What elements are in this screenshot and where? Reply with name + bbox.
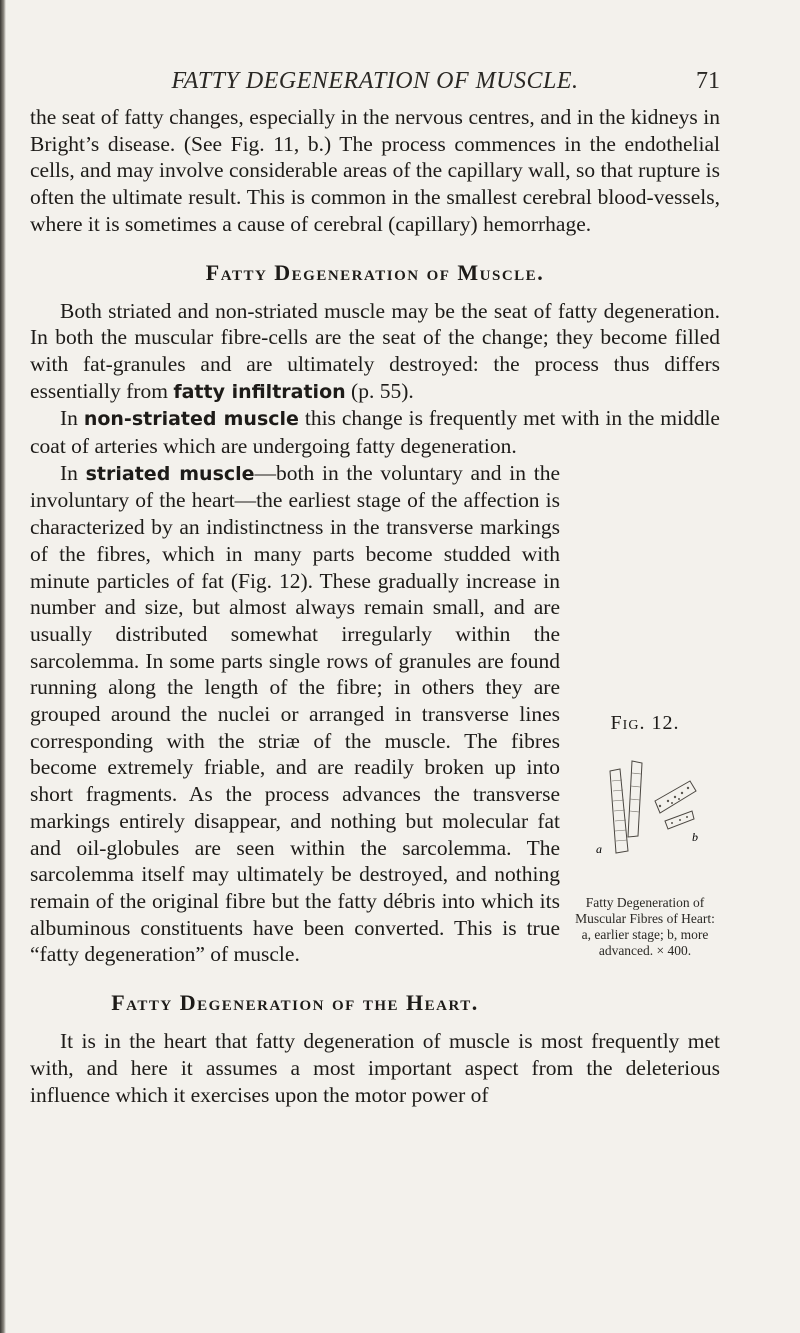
paragraph-3	[30, 405, 720, 459]
paragraph-2-text-a: Both striated and non-striated muscle may be the seat of fatty degeneration. In both the muscular fibre-cells are the seat of the change; they become filled with fat-granules and are ultimately destroyed: the process thus differs essentially from	[30, 298, 720, 403]
paragraph-3-text-a: In	[60, 406, 84, 431]
section-heading-heart: Fatty Degeneration of the Heart.	[111, 990, 479, 1016]
term-striated-muscle: striated muscle	[85, 462, 255, 485]
paragraph-2	[30, 298, 720, 406]
wrap-block	[30, 460, 720, 968]
paragraph-1: the seat of fatty changes, especially in the nervous centres, and in the kidneys in Bright’s disease. (See Fig. 11, b.) The process commences in the endothelial cells, and may involve considerable areas of the capillary wall, so that rupture is often the ultimate result. This is common in the smallest cerebral blood-vessels, where it is sometimes a cause of cerebral (capillary) hemorrhage.	[30, 105, 720, 236]
page-edge	[0, 0, 6, 1333]
paragraph-4-text-c: —both in the voluntary and in the involuntary of the heart—the earliest stage of the affection is characterized by an indistinctness in the transverse markings of the fibres, which in many parts become studded with minute particles of fat (Fig. 12). These gradually increase in number and size, but almost always remain small, and are usually distributed somewhat irregularly within the sarcolemma. In some parts single rows of granules are found running along the length of the fibre; in others they are grouped around the nuclei or arranged in transverse lines corresponding with the striæ of the muscle. The fibres become extremely friable, and are readily broken up into short fragments. As the process advances the transverse markings entirely disappear, and nothing but molecular fat and oil-globules are seen within the sarcolemma. The sarcolemma itself may ultimately be destroyed, and nothing remain of the original fibre but the fatty débris into which its albuminous constituents have been converted. This is true “fatty degeneration” of muscle.	[30, 460, 560, 967]
section-heading-muscle: Fatty Degeneration of Muscle.	[205, 259, 545, 285]
running-head	[30, 68, 720, 98]
page	[30, 68, 720, 1108]
paragraph-2-text-c: (p. 55).	[345, 378, 414, 403]
figure-label: Fig. 12.	[610, 711, 680, 734]
figure-caption: Fatty Degeneration of Muscular Fibres of Heart: a, earlier stage; b, more advanced. × 400.	[575, 894, 715, 958]
figure-12	[570, 696, 720, 1016]
muscle-fibre-illustration	[580, 741, 710, 891]
figure-label-a: a	[596, 841, 602, 856]
paragraph-4-text-a: In	[60, 460, 86, 485]
term-non-striated-muscle: non-striated muscle	[83, 408, 299, 431]
running-title: FATTY DEGENERATION OF MUSCLE.	[171, 68, 579, 94]
paragraph-3-text-c: this change is frequently met with in the middle coat of arteries which are undergoing fatty degeneration.	[30, 406, 720, 459]
paragraph-5: It is in the heart that fatty degeneration of muscle is most frequently met with, and here it assumes a most important aspect from the deleterious influence which it exercises upon the motor power of	[30, 1029, 720, 1107]
figure-label-b: b	[692, 829, 698, 844]
page-number: 71	[696, 68, 720, 94]
term-fatty-infiltration: fatty infiltration	[173, 380, 346, 403]
